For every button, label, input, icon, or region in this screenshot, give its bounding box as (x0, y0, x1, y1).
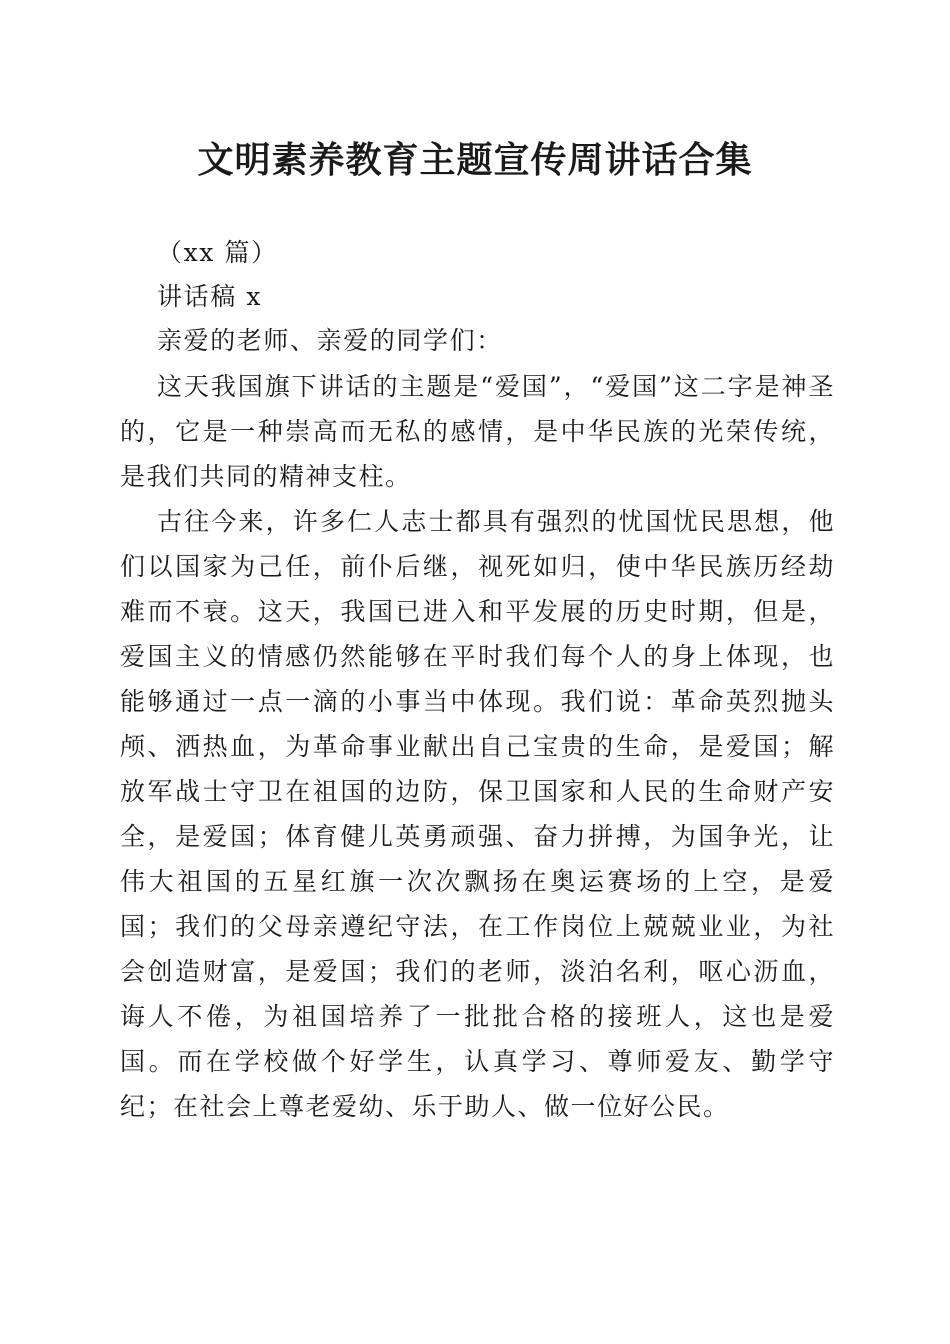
paragraph-2: 古往今来，许多仁人志士都具有强烈的忧国忧民思想，他们以国家为己任，前仆后继，视死如归，使中华民族历经劫难而不衰。这天，我国已进入和平发展的历史时期，但是，爱国主义的情感仍然能够在平时我们每个人的身上体现，也能够通过一点一滴的小事当中体现。我们说：革命英烈抛头颅、洒热血，为革命事业献出自己宝贵的生命，是爱国；解放军战士守卫在祖国的边防，保卫国家和人民的生命财产安全，是爱国；体育健儿英勇顽强、奋力拼搏，为国争光，让伟大祖国的五星红旗一次次飘扬在奥运赛场的上空，是爱国；我们的父母亲遵纪守法，在工作岗位上兢兢业业，为社会创造财富，是爱国；我们的老师，淡泊名利，呕心沥血，诲人不倦，为祖国培养了一批批合格的接班人，这也是爱国。而在学校做个好学生，认真学习、尊师爱友、勤学守纪；在社会上尊老爱幼、乐于助人、做一位好公民。 (120, 507, 835, 1121)
document-subtitle: （xx 篇） (157, 238, 278, 267)
document-title: 文明素养教育主题宣传周讲话合集 (197, 139, 753, 181)
greeting: 亲爱的老师、亲爱的同学们： (157, 326, 503, 355)
speech-label: 讲话稿 x (157, 282, 263, 311)
paragraph-1: 这天我国旗下讲话的主题是“爱国”，“爱国”这二字是神圣的，它是一种崇高而无私的感情，是中华民族的光荣传统，是我们共同的精神支柱。 (120, 372, 835, 491)
